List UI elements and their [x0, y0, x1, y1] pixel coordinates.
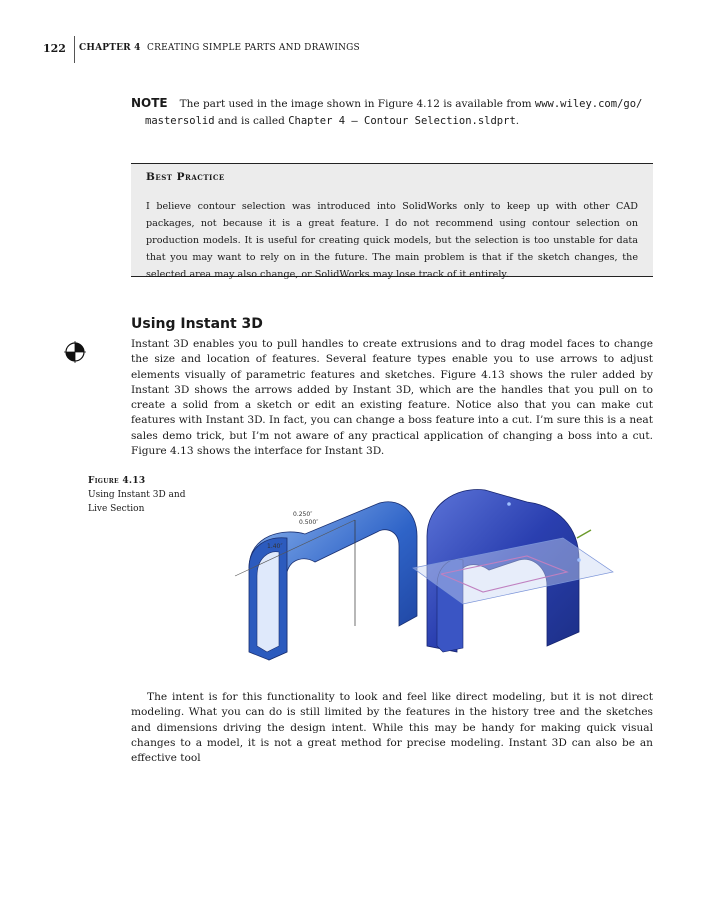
note-line-1: [131, 95, 651, 113]
header-divider: [74, 36, 75, 63]
note-line-2: [131, 113, 651, 130]
best-practice-body: I believe contour selection was introduced into SolidWorks only to keep up with other CAD packages, not because it is a great feature. I do not recommend using contour selection on production models. It is useful for creating quick models, but the selection is too unstable for data that you may want to rely on in the future. The main problem is that if the sketch changes, the selected area may also change, or SolidWorks may lose track of it entirely.: [146, 201, 638, 280]
right-part: [413, 489, 613, 652]
left-part: [235, 502, 417, 660]
chapter-title: CREATING SIMPLE PARTS AND DRAWINGS: [147, 43, 360, 53]
note-text-1: The part used in the image shown in Figure 4.12 is available from: [179, 98, 535, 110]
page-number: 122: [43, 42, 66, 55]
instant-3d-figure: [227, 476, 627, 666]
chapter-label: CHAPTER 4: [79, 43, 141, 53]
body-paragraph-2: The intent is for this functionality to look and feel like direct modeling, but it is not direct modeling. What you can do is still limited by the features in the history tree and the sketches and dimensions driving the design intent. While this may be handy for making quick visual changes to a model, it is not a great method for precise modeling. Instant 3D can also be an effective tool: [131, 691, 653, 765]
dimension-label-b: 0.250″: [293, 511, 313, 518]
registration-target-icon: [64, 341, 86, 363]
note-url-1[interactable]: www.wiley.com/go/: [534, 98, 643, 110]
section-heading: Using Instant 3D: [131, 316, 263, 332]
best-practice-box: [131, 163, 653, 280]
dimension-label-a: 1.40″: [267, 543, 283, 550]
note-text-3: .: [515, 115, 520, 127]
body-paragraph-1: Instant 3D enables you to pull handles to create extrusions and to drag model faces to change the size and location of features. Several feature types enable you to use arrows to adjust elements visually of parametric features and sketches. Figure 4.13 shows the ruler added by Instant 3D shows the arrows added by Instant 3D, which are the handles that you pull on to create a solid from a sketch or edit an existing feature. Notice also that you can make cut features with Instant 3D. In fact, you can change a boss feature into a cut. I’m sure this is a neat sales demo trick, but I’m not aware of any practical application of changing a boss into a cut. Figure 4.13 shows the interface for Instant 3D.: [131, 338, 653, 458]
figure-caption-text: Using Instant 3D and Live Section: [88, 490, 186, 514]
note-filename: Chapter 4 — Contour Selection.sldprt: [288, 115, 516, 127]
note-url-2[interactable]: mastersolid: [145, 115, 215, 127]
best-practice-title: Best Practice: [146, 171, 225, 183]
note-text-2: and is called: [214, 115, 289, 127]
dimension-label-c: 0.500″: [299, 519, 319, 526]
note-block: [131, 95, 651, 130]
note-label: NOTE: [131, 96, 168, 110]
figure-caption: [88, 474, 198, 516]
figure-number: Figure 4.13: [88, 476, 146, 486]
running-header: [0, 0, 717, 70]
